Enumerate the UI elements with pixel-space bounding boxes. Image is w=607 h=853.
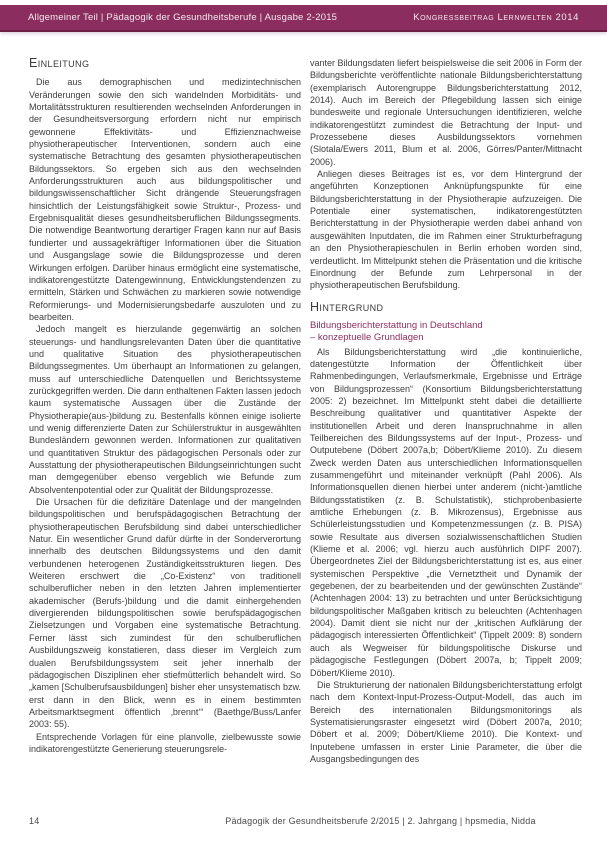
paragraph: Die Strukturierung der nationalen Bildungsberichterstattung erfolgt nach dem Kontext-Input-Prozess-Output-Modell, das auch im Bereich des internationalen Bildungsmonitorings als Systematisierungsraster eingesetzt wird (Döbert 2007a, 2010; Döbert et al. 2009; Döbert/Klieme 2010). Die Kontext- und Inputebene umfassen in erster Linie Parameter, die über die Ausgangsbedingungen des — [310, 679, 582, 764]
paragraph: Die aus demographischen und medizintechnischen Veränderungen sowie den sich wandelnden Morbiditäts- und Mortalitätsstrukturen resultierenden wechselnden Anforderungen in der Gesundheitsversorgung erfordern nicht nur empirisch gewonnene Effektivitäts- und Effizienznachweise physiotherapeutischer Interventionen, sondern auch eine systematische Betrachtung des gesamten physiotherapeutischen Bildungssektors. So ergeben sich aus den wechselnden Anforderungsstrukturen auch aus bildungspolitischer und bildungswissenschaftlicher Sicht drängende Steuerungsfragen hinsichtlich der Leistungsfähigkeit sowie Struktur-, Prozess- und Ergebnisqualität dieses gesundheitsberuflichen Bildungssegments. Die notwendige Beantwortung derartiger Fragen kann nur auf Basis fundierter und aussagekräftiger Informationen über die Situation und Ausgangslage sowie die Bildungsprozesse und deren Wirkungen erfolgen. Darüber hinaus ermöglicht eine systematische, indikatorengestützte Datengewinnung, Entwicklungstendenzen zu ermitteln, Stärken und Schwächen zu markieren sowie notwendige Reformierungs- und Modernisierungsbedarfe auszuloten und zu bearbeiten. — [29, 77, 301, 322]
paragraph: Die Ursachen für die defizitäre Datenlage und der mangelnden bildungspolitischen und berufspädagogischen Betrachtung der physiotherapeutischen Berufsbildung sind dabei unterschiedlicher Natur. Ein wesentlicher Grund dafür dürfte in der Sonderverortung innerhalb des deutschen Bildungssystems und den damit verbundenen heterogenen Zuständigkeitsstrukturen liegen. Des Weiteren erschwert die „Co-Existenz“ von traditionell schulberuflicher neben in den letzten Jahren implementierter akademischer (Berufs-)bildung und die damit einhergehenden divergierenden bildungspolitischen sowie berufspädagogischen Zielsetzungen und Vorgaben eine systematische Betrachtung. Ferner lässt sich zumindest für den schulberuflichen Ausbildungszweig konstatieren, dass dieser im Vergleich zum dualen Berufsbildungssystem seit jeher innerhalb der pädagogischen Disziplinen eher stiefmütterlich behandelt wird. So „kamen [Schulberufsausbildungen] bisher eher unsystematisch bzw. erst dann in den Blick, wenn es in einem bestimmten Arbeitsmarktsegment öffentlich ‚brennt‘“ (Baethge/Buss/Lanfer 2003: 55). — [29, 497, 301, 730]
right-column — [310, 57, 582, 765]
paragraph: Als Bildungsberichterstattung wird „die kontinuierliche, datengestützte Information der Öffentlichkeit über Rahmenbedingungen, Verlaufsmerkmale, Ergebnisse und Erträge von Bildungsprozessen“ (Konsortium Bildungsberichterstattung 2005: 2) bezeichnet. Im Mittelpunkt steht dabei die detaillierte Beschreibung qualitativer und quantitativer Aspekte der institutionellen Arbeit und deren Inanspruchnahme in allen Teilbereichen des Bildungssystems auf der Input-, Prozess- und Outputebene (Döbert 2007a,b; Döbert/Klieme 2010). Zu diesem Zweck werden Daten aus unterschiedlichen Informationsquellen zusammengeführt und miteinander verknüpft (Pahl 2006). Als Informationsquellen dienen hierbei unter anderem (nicht-)amtliche Bildungsstatistiken (z. B. Schulstatistik), stichprobenbasierte amtliche Erhebungen (z. B. Mikrozensus), Ergebnisse aus Schülerleistungsstudien und Kompetenzmessungen (z. B. PISA) sowie Resultate aus diversen sozialwissenschaftlichen Studien (Klieme et al. 2006; vgl. hierzu auch ausführlich DIPF 2007). Übergeordnetes Ziel der Bildungsberichterstattung ist es, aus einer systemischen Perspektive „die Vernetztheit und Dynamik der gegebenen, der zu bearbeitenden und der gewünschten Zustände“ (Achtenhagen 2004: 13) zu betrachten und unter Berücksichtigung bildungspolitischer Maßgaben kritisch zu beleuchten (Achtenhagen 2004). Damit dient sie nicht nur der „kritischen Aufklärung der pädagogisch interessierten Öffentlichkeit“ (Tippelt 2009: 8) sondern auch als Wegweiser für bildungspolitische Diskurse und pädagogische Festlegungen (Döbert 2007a, b; Tippelt 2009; Döbert/Klieme 2010). — [310, 346, 582, 678]
sub-heading — [310, 320, 582, 345]
header-congress-label: Kongressbeitrag Lernwelten 2014 — [413, 12, 579, 23]
footer-journal-line: Pädagogik der Gesundheitsberufe 2/2015 | 2. Jahrgang | hpsmedia, Nidda — [225, 816, 536, 826]
section-heading-einleitung: Einleitung — [29, 56, 90, 70]
footer — [0, 816, 607, 826]
paragraph: Jedoch mangelt es hierzulande gegenwärtig an solchen steuerungs- und handlungsrelevanten Daten über die quantitative und qualitative Situation des physiotherapeutischen Bildungssegmentes. Um überhaupt an Informationen zu gelangen, muss auf unterschiedliche Datenquellen und Berichtssysteme zurückgegriffen werden. Die dann enthaltenen Fakten lassen jedoch kaum systematische Aussagen über die Zustände der Physiotherapie(aus-)bildung zu. Bestenfalls können einige isolierte und wenig differenzierte Daten zur Schülerstruktur in ausgewählten Bundesländern gewonnen werden. Informationen zur qualitativen und quantitativen Struktur des pädagogischen Personals oder zur Ausstattung der physiotherapeutischen Bildungseinrichtungen sucht man demgegenüber ebenso vergeblich wie Befunde zum Absolventenpotential oder zur Qualität der Bildungsprozesse. — [29, 324, 301, 495]
article-body — [0, 57, 607, 765]
page-number: 14 — [29, 816, 40, 826]
paragraph: Anliegen dieses Beitrages ist es, vor dem Hintergrund der angeführten Konzeptionen Anknüpfungspunkte für eine Bildungsberichterstattung in der Physiotherapie aufzuzeigen. Die Potentiale einer systematischen, indikatorengestützten Berichterstattung in der Physiotherapie werden dabei anhand von ausgewählten Inputdaten, die im Rahmen einer Strukturbefragung an den Physiotherapieschulen in Berlin erhoben worden sind, verdeutlicht. Im Mittelpunkt stehen die Präsentation und die kritische Einordnung der Befunde zum Lehrpersonal in der physiotherapeutischen Berufsbildung. — [310, 169, 582, 291]
sub-heading-line2: – konzeptuelle Grundlagen — [310, 332, 424, 344]
left-column — [29, 57, 301, 765]
paragraph: Entsprechende Vorlagen für eine planvolle, zielbewusste sowie indikatorengestützte Generierung steuerungsrele- — [29, 731, 301, 754]
section-heading-hintergrund: Hintergrund — [310, 299, 384, 314]
sub-heading-line1: Bildungsberichterstattung in Deutschland — [310, 319, 483, 331]
paragraph: vanter Bildungsdaten liefert beispielsweise die seit 2006 in Form der Bildungsberichte veröffentlichte nationale Bildungsberichterstattung (exemplarisch Autorengruppe Bildungsberichterstattung 2012, 2014). Auch im Bereich der Pflegebildung lassen sich einige bundesweite und regionale Untersuchungen identifizieren, welche indikatorengestützt zumindest die Betrachtung der Input- und Prozessebene dieses Ausbildungssektors vornehmen (Slotala/Ewers 2011, Blum et al. 2006, Görres/Panter/Mittnacht 2006). — [310, 58, 582, 167]
header-breadcrumb: Allgemeiner Teil | Pädagogik der Gesundheitsberufe | Ausgabe 2-2015 — [28, 12, 338, 23]
header-bar — [0, 5, 607, 32]
